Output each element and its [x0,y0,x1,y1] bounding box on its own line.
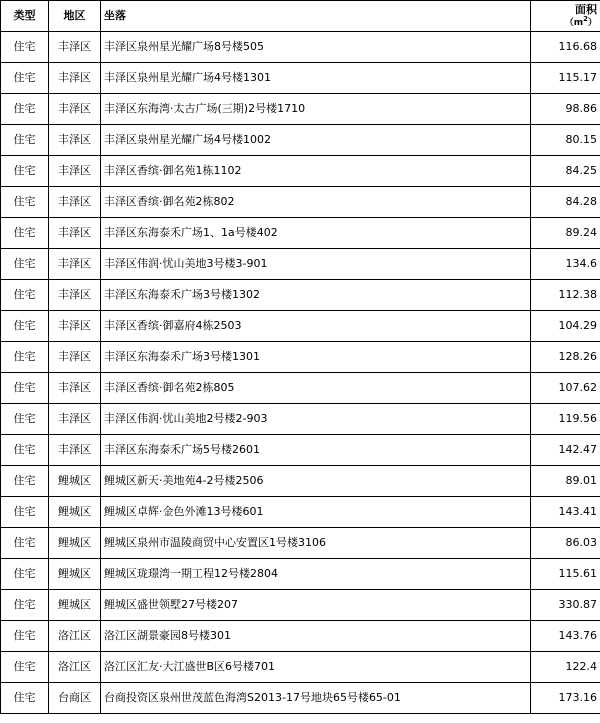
table-row [1,280,600,311]
cell-size: 98.86 [531,94,600,125]
cell-address: 丰泽区香缤·御嘉府4栋2503 [101,311,531,342]
cell-type: 住宅 [1,249,49,280]
cell-address: 丰泽区东海湾·太古广场(三期)2号楼1710 [101,94,531,125]
cell-district: 鲤城区 [49,497,101,528]
cell-district: 洛江区 [49,621,101,652]
cell-type: 住宅 [1,497,49,528]
cell-address: 丰泽区香缤·御名苑2栋805 [101,373,531,404]
cell-address: 洛江区汇友·大江盛世B区6号楼701 [101,652,531,683]
cell-address: 鲤城区卓辉·金色外滩13号楼601 [101,497,531,528]
cell-district: 丰泽区 [49,311,101,342]
column-header-size-line1: 面积 [575,2,597,16]
cell-district: 丰泽区 [49,435,101,466]
table-row [1,652,600,683]
cell-size: 112.38 [531,280,600,311]
cell-type: 住宅 [1,528,49,559]
size-unit-exponent: 2 [583,14,588,23]
cell-size: 134.6 [531,249,600,280]
cell-type: 住宅 [1,373,49,404]
cell-size: 173.16 [531,683,600,714]
cell-district: 丰泽区 [49,156,101,187]
cell-district: 丰泽区 [49,404,101,435]
cell-address: 丰泽区东海泰禾广场3号楼1302 [101,280,531,311]
cell-size: 84.28 [531,187,600,218]
cell-district: 洛江区 [49,652,101,683]
table-row [1,404,600,435]
cell-type: 住宅 [1,559,49,590]
table-row [1,590,600,621]
table-row [1,63,600,94]
cell-district: 丰泽区 [49,249,101,280]
table-body [1,32,600,714]
cell-size: 89.24 [531,218,600,249]
cell-address: 丰泽区伟润·忧山美地2号楼2-903 [101,404,531,435]
table-row [1,435,600,466]
cell-size: 115.61 [531,559,600,590]
cell-type: 住宅 [1,280,49,311]
cell-size: 107.62 [531,373,600,404]
cell-type: 住宅 [1,63,49,94]
cell-size: 119.56 [531,404,600,435]
column-header-size-line2 [534,16,597,29]
table-row [1,528,600,559]
cell-address: 丰泽区泉州星光耀广场4号楼1301 [101,63,531,94]
size-unit-prefix: （m [564,17,584,28]
cell-address: 鲤城区盛世领墅27号楼207 [101,590,531,621]
cell-type: 住宅 [1,218,49,249]
cell-address: 丰泽区东海泰禾广场5号楼2601 [101,435,531,466]
table-row [1,311,600,342]
cell-district: 丰泽区 [49,218,101,249]
cell-size: 330.87 [531,590,600,621]
table-row [1,218,600,249]
cell-type: 住宅 [1,435,49,466]
cell-district: 丰泽区 [49,125,101,156]
table-row [1,497,600,528]
cell-type: 住宅 [1,652,49,683]
cell-address: 洛江区湖景豪园8号楼301 [101,621,531,652]
cell-type: 住宅 [1,94,49,125]
cell-district: 鲤城区 [49,528,101,559]
cell-district: 鲤城区 [49,466,101,497]
cell-address: 丰泽区香缤·御名苑1栋1102 [101,156,531,187]
table-row [1,683,600,714]
cell-address: 丰泽区东海泰禾广场3号楼1301 [101,342,531,373]
cell-size: 84.25 [531,156,600,187]
cell-address: 丰泽区香缤·御名苑2栋802 [101,187,531,218]
column-header-type: 类型 [1,1,49,32]
cell-address: 鲤城区泉州市温陵商贸中心安置区1号楼3106 [101,528,531,559]
cell-district: 丰泽区 [49,373,101,404]
cell-address: 丰泽区泉州星光耀广场4号楼1002 [101,125,531,156]
cell-size: 80.15 [531,125,600,156]
table-row [1,94,600,125]
cell-address: 丰泽区泉州星光耀广场8号楼505 [101,32,531,63]
cell-size: 116.68 [531,32,600,63]
table-row [1,249,600,280]
cell-type: 住宅 [1,404,49,435]
cell-size: 104.29 [531,311,600,342]
cell-size: 142.47 [531,435,600,466]
cell-district: 丰泽区 [49,187,101,218]
cell-district: 鲤城区 [49,590,101,621]
cell-address: 丰泽区伟润·忧山美地3号楼3-901 [101,249,531,280]
cell-size: 143.41 [531,497,600,528]
cell-district: 鲤城区 [49,559,101,590]
header-row [1,1,600,32]
cell-type: 住宅 [1,342,49,373]
cell-district: 丰泽区 [49,94,101,125]
table-header [1,1,600,32]
cell-type: 住宅 [1,187,49,218]
table-row [1,342,600,373]
cell-address: 鲤城区珑璟湾一期工程12号楼2804 [101,559,531,590]
cell-type: 住宅 [1,311,49,342]
cell-address: 鲤城区新天·美地苑4-2号楼2506 [101,466,531,497]
cell-address: 丰泽区东海泰禾广场1、1a号楼402 [101,218,531,249]
table-row [1,32,600,63]
cell-type: 住宅 [1,621,49,652]
cell-type: 住宅 [1,156,49,187]
cell-district: 丰泽区 [49,342,101,373]
cell-size: 128.26 [531,342,600,373]
cell-type: 住宅 [1,466,49,497]
cell-type: 住宅 [1,683,49,714]
cell-type: 住宅 [1,590,49,621]
table-row [1,466,600,497]
table-row [1,156,600,187]
table-row [1,187,600,218]
column-header-size [531,1,600,32]
cell-type: 住宅 [1,32,49,63]
cell-district: 丰泽区 [49,32,101,63]
cell-type: 住宅 [1,125,49,156]
column-header-address: 坐落 [101,1,531,32]
table-row [1,125,600,156]
cell-district: 丰泽区 [49,280,101,311]
cell-address: 台商投资区泉州世茂蓝色海湾S2013-17号地块65号楼65-01 [101,683,531,714]
cell-size: 143.76 [531,621,600,652]
table-row [1,559,600,590]
cell-district: 台商区 [49,683,101,714]
cell-size: 86.03 [531,528,600,559]
size-unit-suffix: ） [587,17,597,28]
column-header-district: 地区 [49,1,101,32]
cell-size: 115.17 [531,63,600,94]
cell-district: 丰泽区 [49,63,101,94]
cell-size: 89.01 [531,466,600,497]
cell-size: 122.4 [531,652,600,683]
table-row [1,373,600,404]
table-row [1,621,600,652]
